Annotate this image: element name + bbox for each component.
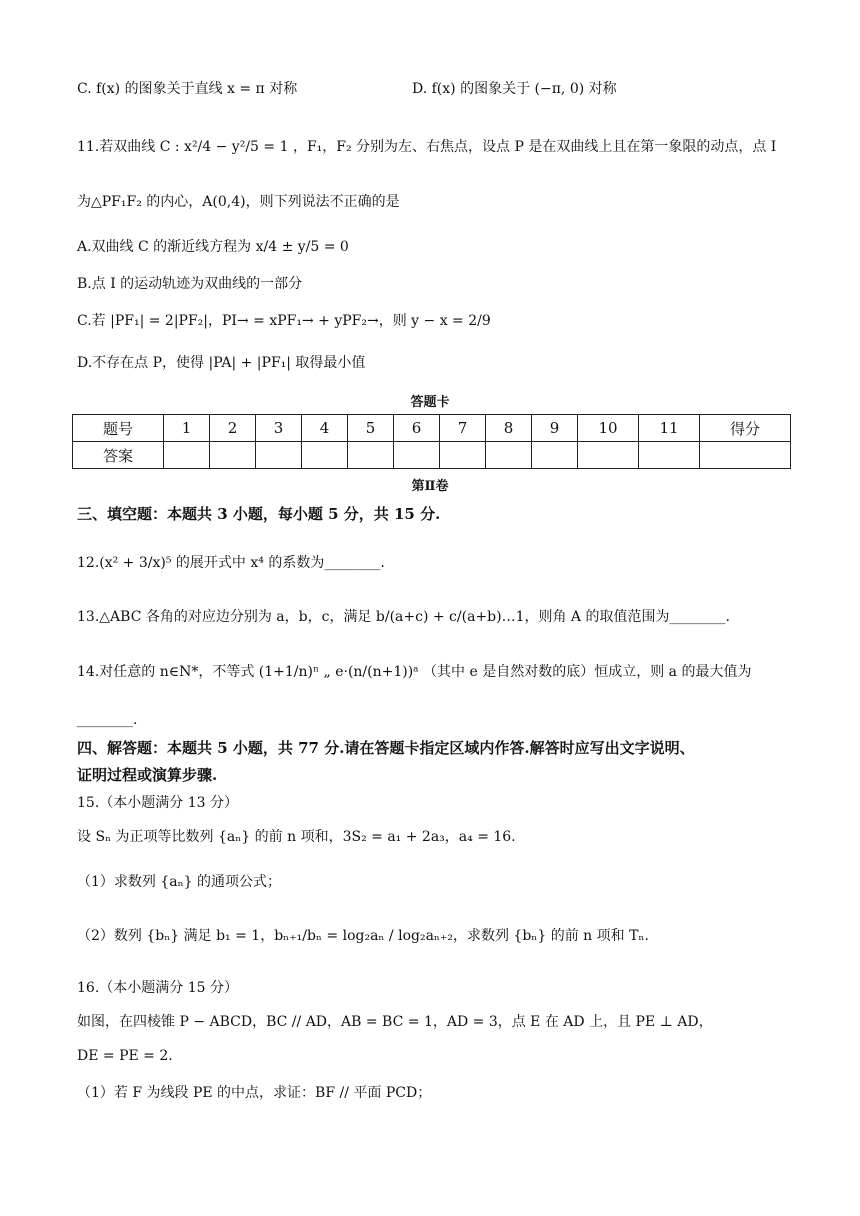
- header-cell: 2: [210, 415, 256, 442]
- q11-option-b: B.点 I 的运动轨迹为双曲线的一部分: [77, 276, 303, 292]
- header-cell: 5: [348, 415, 394, 442]
- answer-cell[interactable]: [210, 442, 256, 469]
- header-cell: 8: [486, 415, 532, 442]
- answer-cell[interactable]: [302, 442, 348, 469]
- q16-stem-line1: 如图，在四棱锥 P − ABCD，BC // AD，AB = BC = 1，AD = 3，点 E 在 AD 上，且 PE ⊥ AD，: [77, 1014, 713, 1030]
- answer-cell[interactable]: [532, 442, 578, 469]
- header-cell: 10: [578, 415, 639, 442]
- answer-cell[interactable]: [639, 442, 700, 469]
- q11-option-c: C.若 |PF₁| = 2|PF₂|，PI→ = xPF₁→ + yPF₂→，则 y − x = 2/9: [77, 313, 491, 329]
- q11-stem-line1: 11.若双曲线 C : x²/4 − y²/5 = 1 ，F₁，F₂ 分别为左、右焦点，设点 P 是在双曲线上且在第一象限的动点，点 I: [77, 139, 777, 155]
- header-cell: 9: [532, 415, 578, 442]
- answer-card-answer-row: [73, 442, 791, 469]
- answer-row-label: 答案: [73, 442, 164, 469]
- score-cell[interactable]: [700, 442, 791, 469]
- answer-card-header-row: [73, 415, 791, 442]
- q16-stem-line2: DE = PE = 2.: [77, 1048, 173, 1064]
- q16-heading: 16.（本小题满分 15 分）: [77, 980, 238, 996]
- answer-cell[interactable]: [394, 442, 440, 469]
- q11-option-d: D.不存在点 P，使得 |PA| + |PF₁| 取得最小值: [77, 355, 366, 371]
- section-4-title-line2: 证明过程或演算步骤.: [77, 766, 218, 784]
- header-cell: 得分: [700, 415, 791, 442]
- q14-line1: 14.对任意的 n∈N*，不等式 (1+1/n)ⁿ „ e·(n/(n+1))ᵃ （其中 e 是自然对数的底）恒成立，则 a 的最大值为: [77, 664, 752, 680]
- header-cell: 11: [639, 415, 700, 442]
- q14-line2: ________.: [77, 712, 138, 728]
- header-cell: 4: [302, 415, 348, 442]
- section-3-title: 三、填空题：本题共 3 小题，每小题 5 分，共 15 分.: [77, 505, 441, 523]
- answer-cell[interactable]: [164, 442, 210, 469]
- answer-cell[interactable]: [440, 442, 486, 469]
- volume-2-heading: 第Ⅱ卷: [411, 479, 449, 494]
- q15-part1: （1）求数列 {aₙ} 的通项公式；: [77, 874, 282, 890]
- header-cell: 7: [440, 415, 486, 442]
- q11-stem-line2: 为△PF₁F₂ 的内心，A(0,4)，则下列说法不正确的是: [77, 194, 400, 210]
- q15-stem: 设 Sₙ 为正项等比数列 {aₙ} 的前 n 项和，3S₂ = a₁ + 2a₃，a₄ = 16.: [77, 829, 516, 845]
- q15-heading: 15.（本小题满分 13 分）: [77, 795, 238, 811]
- answer-card-table: [72, 414, 791, 469]
- q10-option-c: C. f(x) 的图象关于直线 x = π 对称: [77, 81, 298, 97]
- q16-part1: （1）若 F 为线段 PE 的中点，求证：BF // 平面 PCD；: [77, 1085, 432, 1101]
- q10-option-d: D. f(x) 的图象关于 (−π, 0) 对称: [412, 81, 617, 97]
- q11-option-a: A.双曲线 C 的渐近线方程为 x/4 ± y/5 = 0: [77, 239, 349, 255]
- answer-card-title: 答题卡: [410, 395, 450, 410]
- answer-cell[interactable]: [578, 442, 639, 469]
- answer-cell[interactable]: [486, 442, 532, 469]
- header-cell: 6: [394, 415, 440, 442]
- header-cell: 1: [164, 415, 210, 442]
- answer-cell[interactable]: [348, 442, 394, 469]
- answer-cell[interactable]: [256, 442, 302, 469]
- q15-part2: （2）数列 {bₙ} 满足 b₁ = 1，bₙ₊₁/bₙ = log₂aₙ / log₂aₙ₊₂，求数列 {bₙ} 的前 n 项和 Tₙ.: [77, 928, 649, 944]
- header-cell: 题号: [73, 415, 164, 442]
- header-cell: 3: [256, 415, 302, 442]
- section-4-title-line1: 四、解答题：本题共 5 小题，共 77 分.请在答题卡指定区域内作答.解答时应写出文字说明、: [77, 739, 695, 757]
- q13: 13.△ABC 各角的对应边分别为 a，b，c，满足 b/(a+c) + c/(a+b)…1，则角 A 的取值范围为________.: [77, 609, 730, 625]
- q12: 12.(x² + 3/x)⁵ 的展开式中 x⁴ 的系数为________.: [77, 555, 385, 571]
